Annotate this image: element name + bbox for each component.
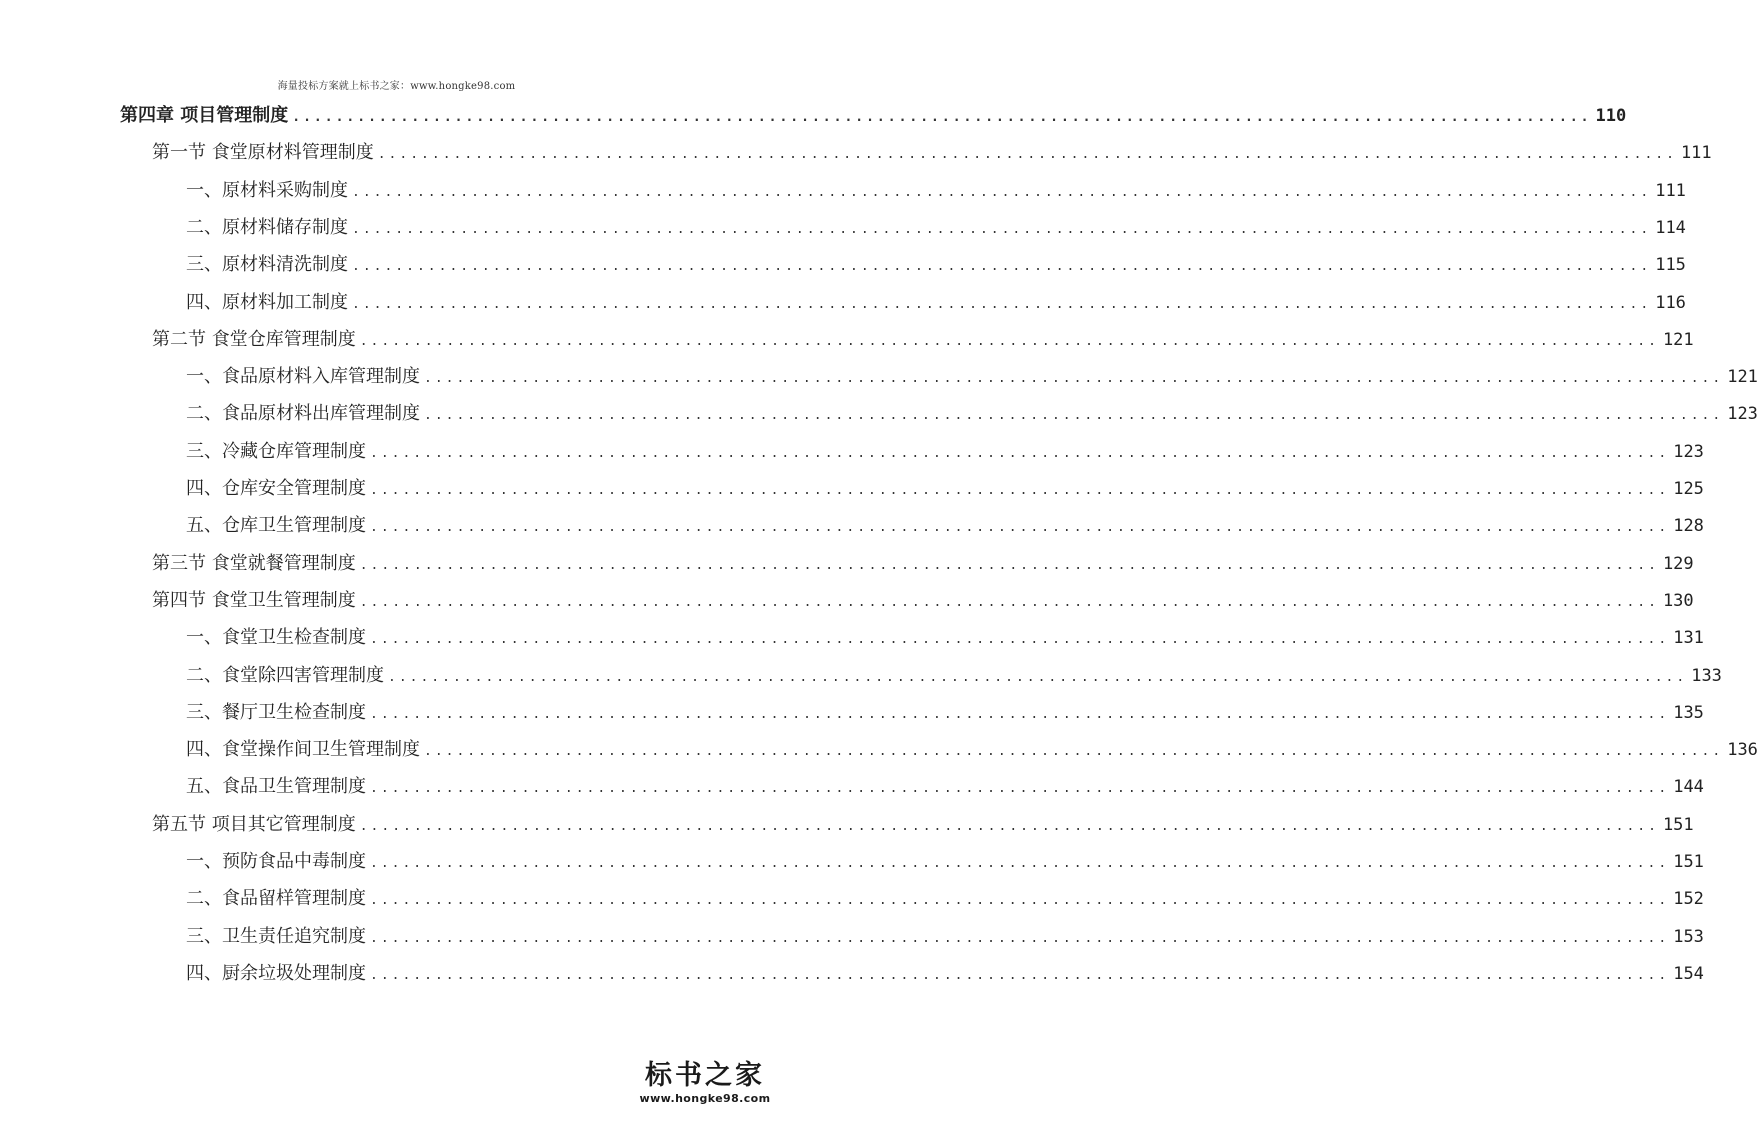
toc-leader-dots: ........................................................................................................................ bbox=[359, 334, 1659, 349]
toc-page-number: 125 bbox=[1673, 479, 1704, 499]
toc-entry-title: 三、餐厅卫生检查制度 bbox=[186, 702, 366, 723]
toc-entry-title: 二、食品留样管理制度 bbox=[186, 888, 366, 909]
toc-entry-title: 一、预防食品中毒制度 bbox=[186, 851, 366, 872]
toc-subsection-entry[interactable] bbox=[186, 511, 1704, 541]
toc-subsection-entry[interactable] bbox=[186, 847, 1704, 877]
toc-leader-dots: ........................................................................................................................ bbox=[388, 670, 1688, 685]
toc-page-number: 114 bbox=[1655, 218, 1686, 238]
toc-leader-dots: ........................................................................................................................ bbox=[359, 558, 1659, 573]
toc-entry-title: 三、冷藏仓库管理制度 bbox=[186, 441, 366, 462]
toc-page-number: 110 bbox=[1595, 106, 1627, 126]
toc-leader-dots: ........................................................................................................................ bbox=[424, 744, 1724, 759]
toc-entry-title: 第四章 项目管理制度 bbox=[120, 105, 289, 126]
toc-section-entry[interactable] bbox=[152, 325, 1694, 355]
toc-page-number: 116 bbox=[1655, 293, 1686, 313]
toc-leader-dots: ........................................................................................................................ bbox=[377, 147, 1677, 162]
toc-page-number: 111 bbox=[1655, 181, 1686, 201]
toc-leader-dots: ........................................................................................................................ bbox=[370, 856, 1670, 871]
toc-section-entry[interactable] bbox=[152, 549, 1694, 579]
toc-leader-dots: ........................................................................................................................ bbox=[424, 371, 1724, 386]
toc-entry-title: 一、原材料采购制度 bbox=[186, 180, 348, 201]
toc-leader-dots: ........................................................................................................................ bbox=[370, 446, 1670, 461]
toc-page-number: 136 bbox=[1727, 740, 1758, 760]
toc-subsection-entry[interactable] bbox=[186, 623, 1704, 653]
toc-leader-dots: ........................................................................................................................ bbox=[370, 632, 1670, 647]
toc-page-number: 135 bbox=[1673, 703, 1704, 723]
toc-page-number: 144 bbox=[1673, 777, 1704, 797]
toc-page-number: 154 bbox=[1673, 964, 1704, 984]
logo-url: www.hongke98.com bbox=[639, 1092, 771, 1105]
toc-entry-title: 二、食堂除四害管理制度 bbox=[186, 665, 384, 686]
toc-entry-title: 五、仓库卫生管理制度 bbox=[186, 515, 366, 536]
toc-leader-dots: ........................................................................................................................ bbox=[370, 707, 1670, 722]
toc-leader-dots: ........................................................................................................................ bbox=[359, 595, 1659, 610]
toc-subsection-entry[interactable] bbox=[186, 213, 1686, 243]
toc-leader-dots: ........................................................................................................................ bbox=[352, 297, 1652, 312]
toc-subsection-entry[interactable] bbox=[186, 772, 1704, 802]
toc-page-number: 152 bbox=[1673, 889, 1704, 909]
toc-leader-dots: ........................................................................................................................ bbox=[370, 520, 1670, 535]
toc-entry-title: 五、食品卫生管理制度 bbox=[186, 776, 366, 797]
toc-subsection-entry[interactable] bbox=[186, 176, 1686, 206]
toc-entry-title: 第四节 食堂卫生管理制度 bbox=[152, 590, 356, 611]
toc-subsection-entry[interactable] bbox=[186, 959, 1704, 989]
toc-subsection-entry[interactable] bbox=[186, 288, 1686, 318]
toc-page-number: 123 bbox=[1673, 442, 1704, 462]
toc-page-number: 133 bbox=[1691, 666, 1722, 686]
toc-entry-title: 一、食品原材料入库管理制度 bbox=[186, 366, 420, 387]
toc-leader-dots: ........................................................................................................................ bbox=[424, 408, 1724, 423]
toc-subsection-entry[interactable] bbox=[186, 735, 1758, 765]
toc-page-number: 111 bbox=[1680, 143, 1712, 163]
toc-entry-title: 第二节 食堂仓库管理制度 bbox=[152, 329, 356, 350]
toc-page-number: 128 bbox=[1673, 516, 1704, 536]
toc-subsection-entry[interactable] bbox=[186, 661, 1722, 691]
toc-leader-dots: ........................................................................................................................ bbox=[370, 893, 1670, 908]
brand-logo bbox=[635, 1060, 775, 1106]
toc-leader-dots: ........................................................................................................................ bbox=[352, 259, 1652, 274]
logo-text: 标书之家 bbox=[645, 1060, 765, 1091]
toc-page-number: 121 bbox=[1727, 367, 1758, 387]
toc-entry-title: 第一节 食堂原材料管理制度 bbox=[152, 142, 374, 163]
toc-subsection-entry[interactable] bbox=[186, 250, 1686, 280]
toc-entry-title: 三、卫生责任追究制度 bbox=[186, 926, 366, 947]
toc-subsection-entry[interactable] bbox=[186, 362, 1758, 392]
toc-page-number: 123 bbox=[1727, 404, 1758, 424]
toc-subsection-entry[interactable] bbox=[186, 922, 1704, 952]
toc-entry-title: 四、食堂操作间卫生管理制度 bbox=[186, 739, 420, 760]
toc-chapter-entry[interactable] bbox=[120, 101, 1627, 131]
toc-page-number: 121 bbox=[1662, 330, 1694, 350]
toc-leader-dots: ........................................................................................................................ bbox=[370, 931, 1670, 946]
toc-entry-title: 四、仓库安全管理制度 bbox=[186, 478, 366, 499]
toc-page-number: 151 bbox=[1662, 815, 1694, 835]
toc-section-entry[interactable] bbox=[152, 810, 1694, 840]
toc-entry-title: 三、原材料清洗制度 bbox=[186, 254, 348, 275]
toc-entry-title: 四、原材料加工制度 bbox=[186, 292, 348, 313]
toc-section-entry[interactable] bbox=[152, 138, 1712, 168]
toc-subsection-entry[interactable] bbox=[186, 698, 1704, 728]
toc-leader-dots: ........................................................................................................................ bbox=[370, 781, 1670, 796]
toc-entry-title: 二、食品原材料出库管理制度 bbox=[186, 403, 420, 424]
toc-entry-title: 第五节 项目其它管理制度 bbox=[152, 814, 356, 835]
toc-leader-dots: ........................................................................................................................ bbox=[359, 819, 1659, 834]
toc-subsection-entry[interactable] bbox=[186, 474, 1704, 504]
page-header: 海量投标方案就上标书之家：www.hongke98.com bbox=[277, 81, 516, 92]
toc-entry-title: 一、食堂卫生检查制度 bbox=[186, 627, 366, 648]
toc-subsection-entry[interactable] bbox=[186, 437, 1704, 467]
toc-subsection-entry[interactable] bbox=[186, 399, 1758, 429]
toc-entry-title: 四、厨余垃圾处理制度 bbox=[186, 963, 366, 984]
toc-page-number: 151 bbox=[1673, 852, 1704, 872]
toc-entry-title: 二、原材料储存制度 bbox=[186, 217, 348, 238]
toc-page-number: 131 bbox=[1673, 628, 1704, 648]
toc-leader-dots: ........................................................................................................................ bbox=[352, 222, 1652, 237]
toc-leader-dots: ........................................................................................................................ bbox=[370, 968, 1670, 983]
toc-page-number: 153 bbox=[1673, 927, 1704, 947]
toc-page-number: 129 bbox=[1662, 554, 1694, 574]
toc-entry-title: 第三节 食堂就餐管理制度 bbox=[152, 553, 356, 574]
toc-section-entry[interactable] bbox=[152, 586, 1694, 616]
toc-leader-dots: ........................................................................................................................ bbox=[370, 483, 1670, 498]
toc-subsection-entry[interactable] bbox=[186, 884, 1704, 914]
toc-leader-dots: ........................................................................................................................ bbox=[292, 110, 1592, 125]
toc-leader-dots: ........................................................................................................................ bbox=[352, 185, 1652, 200]
toc-page-number: 130 bbox=[1662, 591, 1694, 611]
toc-page-number: 115 bbox=[1655, 255, 1686, 275]
